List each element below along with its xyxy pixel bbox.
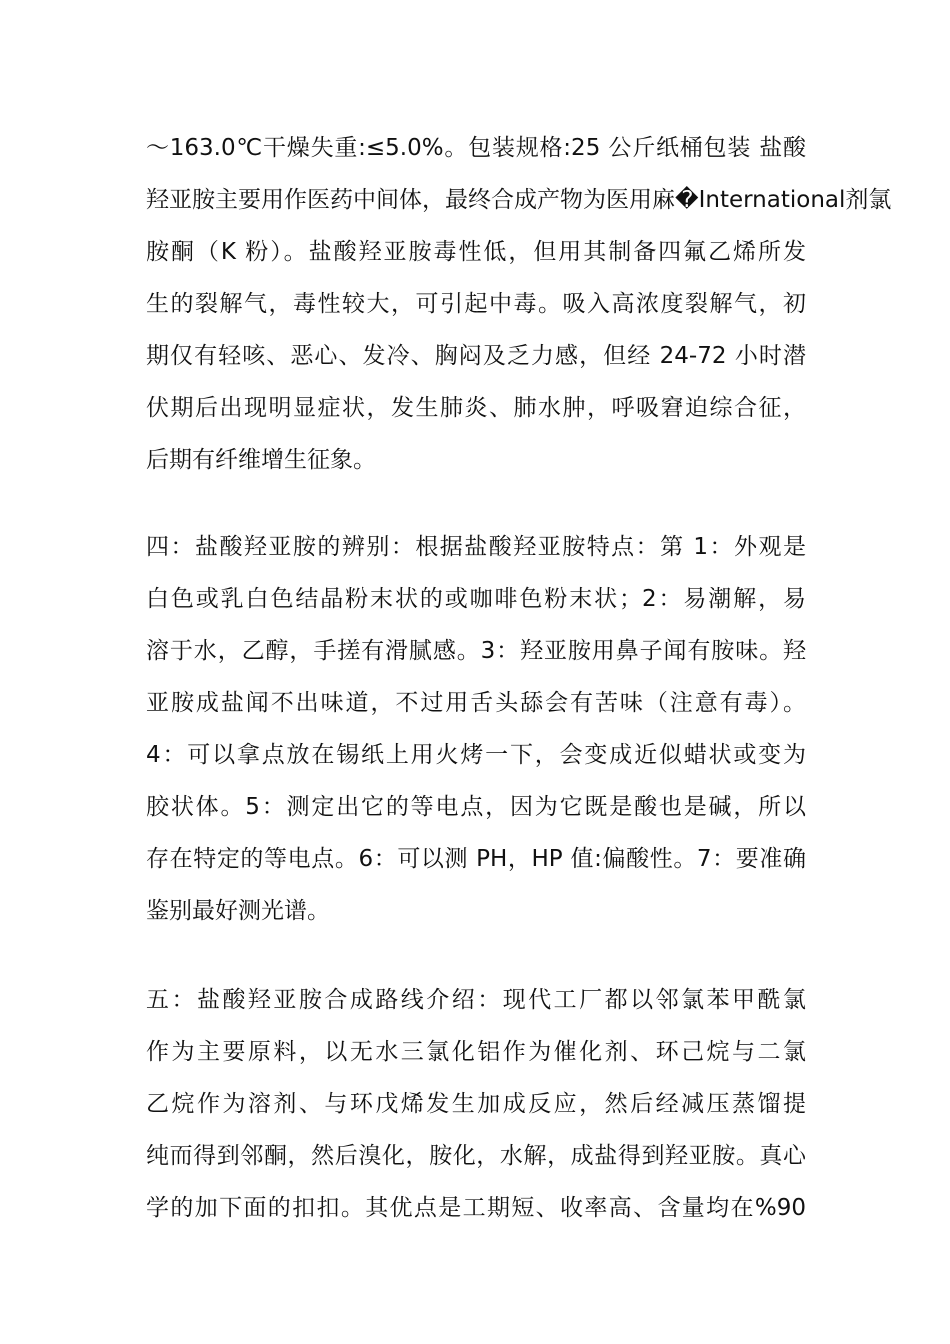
text-line: 胶状体。5：测定出它的等电点，因为它既是酸也是碱，所以 [146, 794, 806, 820]
text-line: ～163.0℃干燥失重:≤5.0%。包装规格:25 公斤纸桶包装 盐酸 [146, 135, 806, 161]
text-line: 存在特定的等电点。6：可以测 PH，HP 值:偏酸性。7：要准确 [146, 846, 806, 872]
text-line: 4：可以拿点放在锡纸上用火烤一下，会变成近似蜡状或变为 [146, 742, 806, 768]
text-line: 纯而得到邻酮，然后溴化，胺化，水解，成盐得到羟亚胺。真心 [146, 1143, 806, 1169]
text-line: 四：盐酸羟亚胺的辨别：根据盐酸羟亚胺特点：第 1：外观是 [146, 534, 806, 560]
text-line: 五：盐酸羟亚胺合成路线介绍：现代工厂都以邻氯苯甲酰氯 [146, 987, 806, 1013]
text-line: 鉴别最好测光谱。 [146, 898, 330, 924]
text-line: 期仅有轻咳、恶心、发冷、胸闷及乏力感，但经 24-72 小时潜 [146, 343, 806, 369]
text-line: 作为主要原料，以无水三氯化铝作为催化剂、环己烷与二氯 [146, 1039, 806, 1065]
text-line: 亚胺成盐闻不出味道，不过用舌头舔会有苦味（注意有毒）。 [146, 690, 806, 716]
text-line: 溶于水，乙醇，手搓有滑腻感。3：羟亚胺用鼻子闻有胺味。羟 [146, 638, 806, 664]
text-line: 生的裂解气，毒性较大，可引起中毒。吸入高浓度裂解气，初 [146, 291, 806, 317]
text-line: 白色或乳白色结晶粉末状的或咖啡色粉末状；2：易潮解，易 [146, 586, 806, 612]
text-line: 伏期后出现明显症状，发生肺炎、肺水肿，呼吸窘迫综合征， [146, 395, 806, 421]
text-line: 学的加下面的扣扣。其优点是工期短、收率高、含量均在%90 [146, 1195, 806, 1221]
text-line: 后期有纤维增生征象。 [146, 447, 376, 473]
text-line: 胺酮（K 粉）。盐酸羟亚胺毒性低，但用其制备四氟乙烯所发 [146, 239, 806, 265]
text-line: 羟亚胺主要用作医药中间体，最终合成产物为医用麻�International剂氯 [146, 187, 892, 213]
text-line: 乙烷作为溶剂、与环戊烯发生加成反应，然后经减压蒸馏提 [146, 1091, 806, 1117]
